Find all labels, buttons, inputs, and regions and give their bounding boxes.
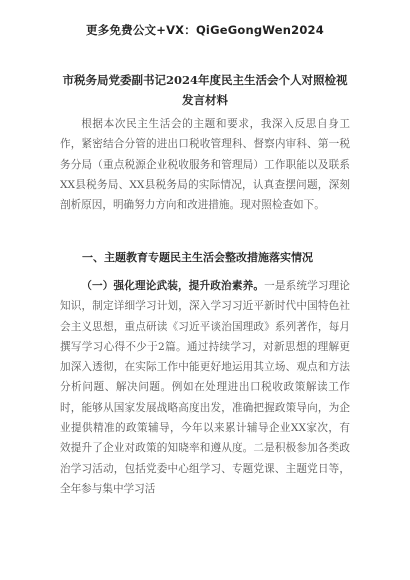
watermark-header: 更多免费公文+VX：QiGeGongWen2024 bbox=[86, 23, 324, 37]
subsection-heading: （一）强化理论武装，提升政治素养。 bbox=[81, 280, 265, 292]
subsection-body: 一是系统学习理论知识，制定详细学习计划，深入学习习近平新时代中国特色社会主义思想，重点研读《习近平谈治国理政》系列著作，每月撰写学习心得不少于2篇。通过持续学习，对新思想的理解更加深入透彻，在实际工作中能更好地运用其立场、观点和方法分析问题、解决问题。例如在处理进出口税收政策解读工作时，能够从国家发展战略高度出发，准确把握政策导向，为企业提供精准的政策辅导，今年以来累计辅导企业XX家次，有效提升了企业对政策的知晓率和遵从度。二是积极参加各类政治学习活动，包括党委中心组学习、专题党课、主题党日等，全年参与集中学习活 bbox=[60, 280, 351, 495]
section-heading: 一、主题教育专题民主生活会整改措施落实情况 bbox=[82, 251, 313, 264]
intro-paragraph: 根据本次民主生活会的主题和要求，我深入反思自身工作，紧密结合分管的进出口税收管理科、督察内审科、第一税务分局（重点税源企业税收服务和管理局）工作职能以及联系XX县税务局、XX县税务局的实际情况，认真查摆问题，深刻剖析原因，明确努力方向和改进措施。现对照检查如下。 bbox=[60, 118, 350, 212]
document-title: 市税务局党委副书记2024年度民主生活会个人对照检视发言材料 bbox=[62, 73, 348, 107]
subsection-paragraph bbox=[60, 276, 350, 499]
